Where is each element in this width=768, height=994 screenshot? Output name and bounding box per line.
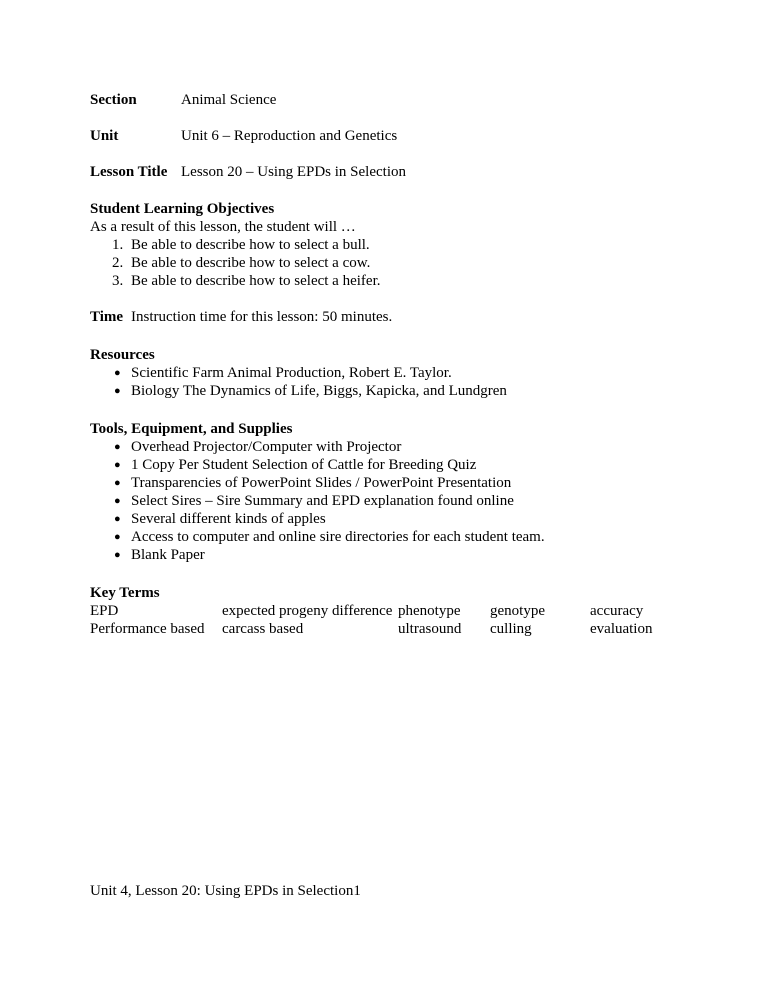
key-term: Performance based bbox=[90, 621, 205, 637]
key-term: expected progeny difference bbox=[222, 603, 393, 619]
list-item: Access to computer and online sire directories for each student team. bbox=[131, 529, 545, 545]
item-text: Be able to describe how to select a heifer. bbox=[131, 273, 381, 289]
list-item: Transparencies of PowerPoint Slides / PowerPoint Presentation bbox=[131, 475, 512, 491]
bullet-icon: ● bbox=[114, 495, 121, 507]
resources-heading: Resources bbox=[90, 347, 155, 363]
item-number: 2. bbox=[112, 255, 124, 271]
list-item: 1 Copy Per Student Selection of Cattle for Breeding Quiz bbox=[131, 457, 477, 473]
key-term: genotype bbox=[490, 603, 545, 619]
bullet-icon: ● bbox=[114, 459, 121, 471]
lesson-title-value: Lesson 20 – Using EPDs in Selection bbox=[181, 164, 406, 180]
unit-value: Unit 6 – Reproduction and Genetics bbox=[181, 128, 398, 144]
bullet-icon: ● bbox=[114, 477, 121, 489]
bullet-icon: ● bbox=[114, 513, 121, 525]
section-label: Section bbox=[90, 92, 137, 108]
key-term: carcass based bbox=[222, 621, 304, 637]
bullet-icon: ● bbox=[114, 441, 121, 453]
key-term: accuracy bbox=[590, 603, 644, 619]
item-text: Be able to describe how to select a cow. bbox=[131, 255, 371, 271]
list-item: Blank Paper bbox=[131, 547, 205, 563]
item-text: Be able to describe how to select a bull. bbox=[131, 237, 370, 253]
objectives-intro: As a result of this lesson, the student will … bbox=[90, 219, 356, 235]
bullet-icon: ● bbox=[114, 385, 121, 397]
time-text: Instruction time for this lesson: 50 minutes. bbox=[131, 309, 393, 325]
list-item: Select Sires – Sire Summary and EPD explanation found online bbox=[131, 493, 514, 509]
time-label: Time bbox=[90, 309, 124, 325]
key-term: ultrasound bbox=[398, 621, 462, 637]
bullet-icon: ● bbox=[114, 367, 121, 379]
lesson-title-label: Lesson Title bbox=[90, 164, 168, 180]
page-footer: Unit 4, Lesson 20: Using EPDs in Selection1 bbox=[90, 883, 361, 899]
key-term: culling bbox=[490, 621, 532, 637]
list-item: Scientific Farm Animal Production, Robert E. Taylor. bbox=[131, 365, 452, 381]
item-number: 1. bbox=[112, 237, 124, 253]
key-term: phenotype bbox=[398, 603, 461, 619]
list-item: Several different kinds of apples bbox=[131, 511, 326, 527]
unit-label: Unit bbox=[90, 128, 119, 144]
objectives-heading: Student Learning Objectives bbox=[90, 201, 275, 217]
key-term: evaluation bbox=[590, 621, 653, 637]
bullet-icon: ● bbox=[114, 549, 121, 561]
list-item: Overhead Projector/Computer with Projector bbox=[131, 439, 402, 455]
list-item: Biology The Dynamics of Life, Biggs, Kapicka, and Lundgren bbox=[131, 383, 507, 399]
key-terms-heading: Key Terms bbox=[90, 585, 160, 601]
tools-heading: Tools, Equipment, and Supplies bbox=[90, 421, 293, 437]
section-value: Animal Science bbox=[181, 92, 277, 108]
bullet-icon: ● bbox=[114, 531, 121, 543]
key-term: EPD bbox=[90, 603, 119, 619]
item-number: 3. bbox=[112, 273, 124, 289]
